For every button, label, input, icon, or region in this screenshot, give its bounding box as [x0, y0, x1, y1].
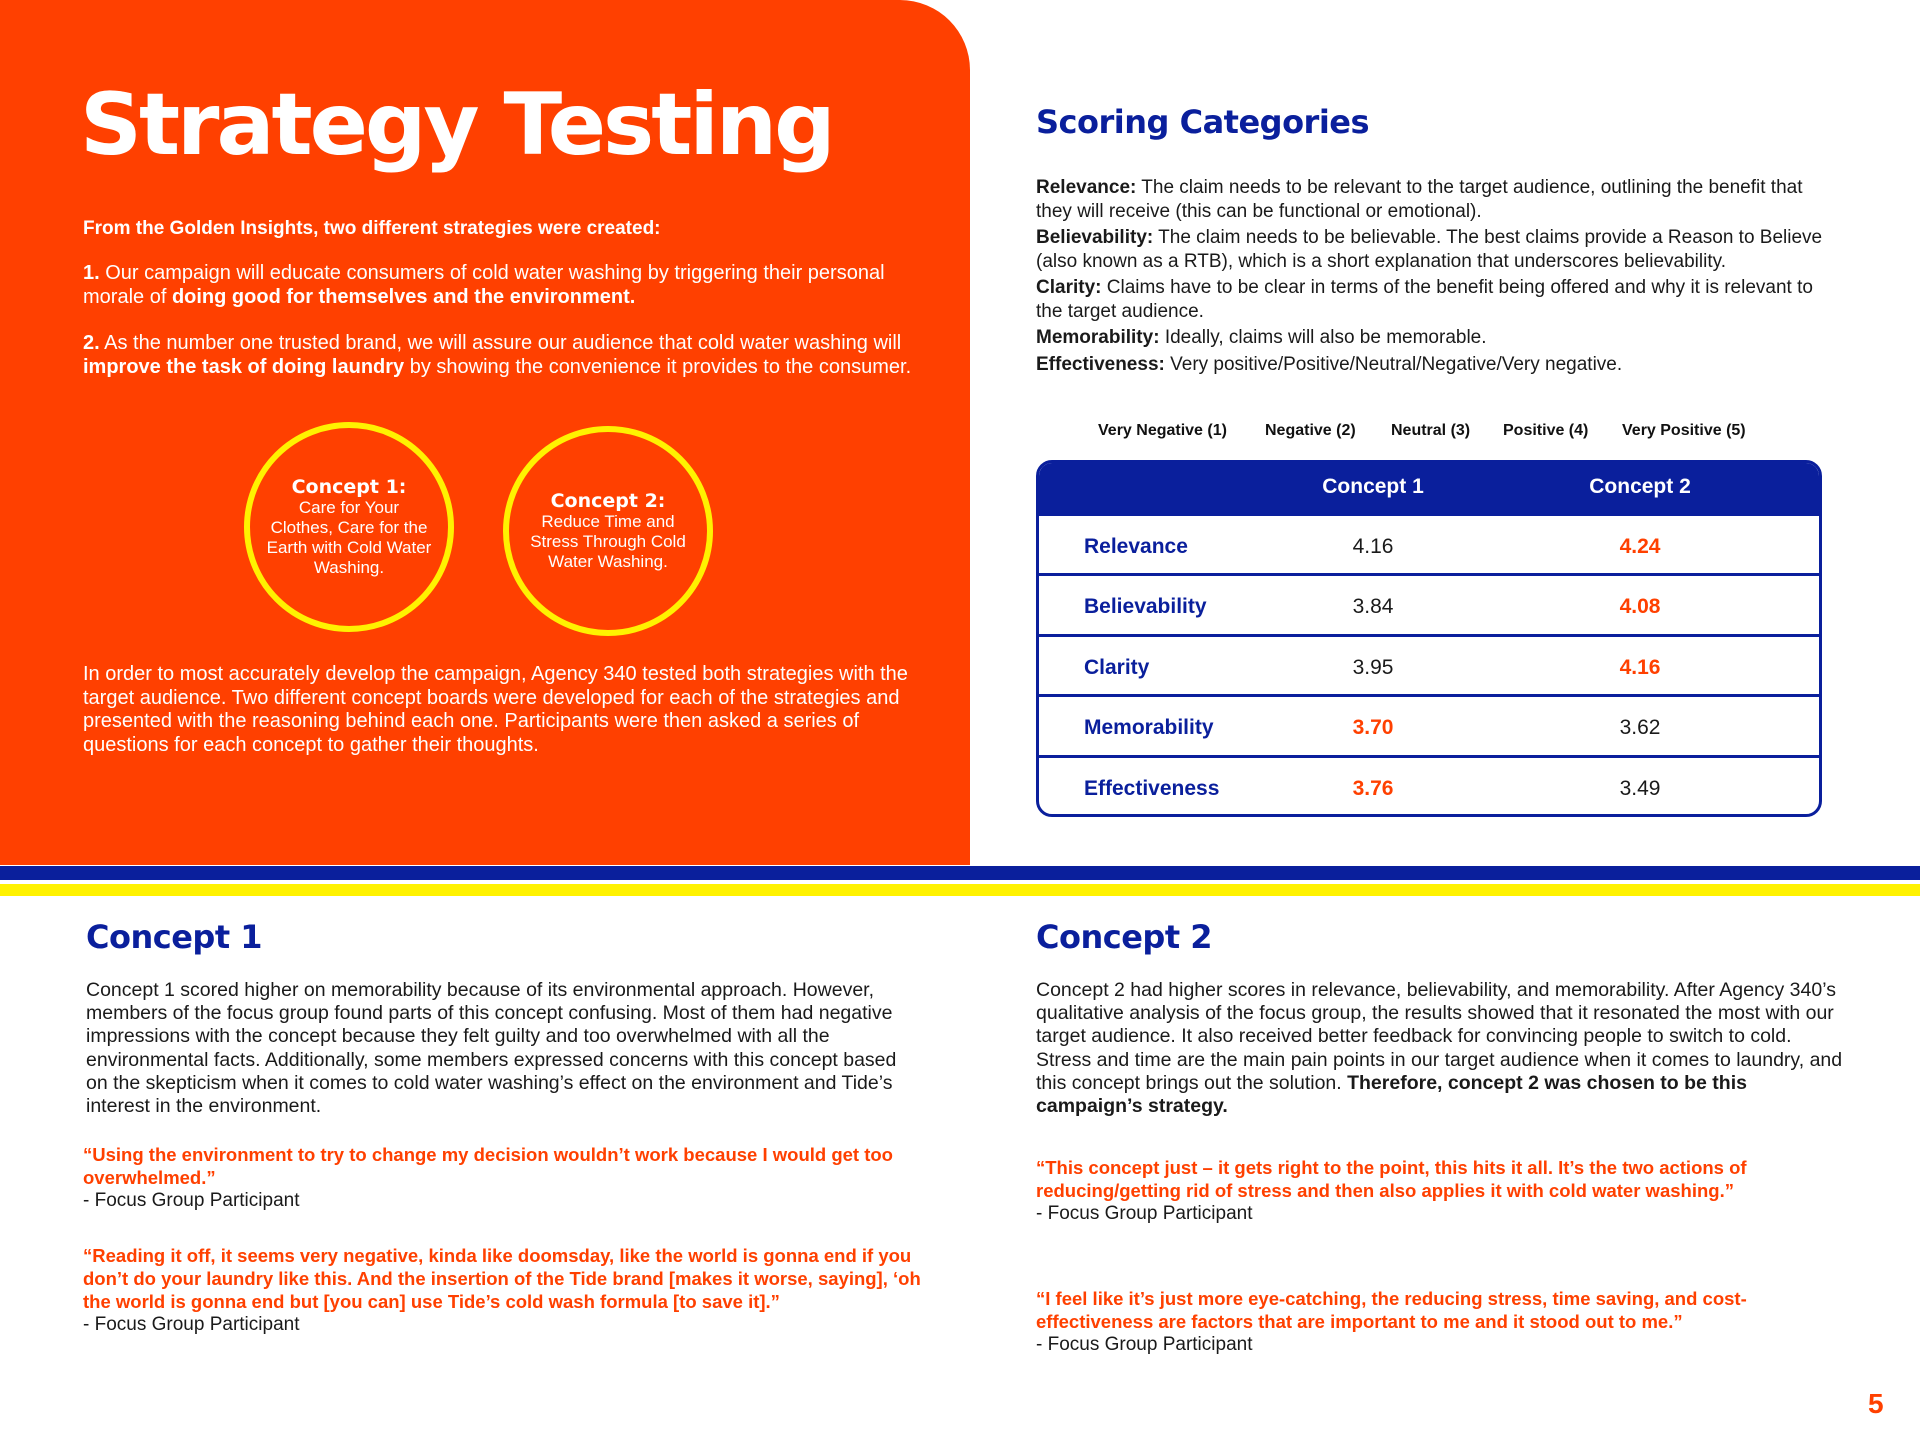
quote-text: “This concept just – it gets right to the point, this hits it all. It’s the two actions of reducing/getting rid of stress and then also applies it with cold water washing.”	[1036, 1157, 1747, 1201]
concept-2-score: 3.49	[1619, 776, 1661, 800]
concept-2-score: 4.24	[1619, 535, 1661, 558]
table-row	[1039, 694, 1819, 754]
scale-label: Positive (4)	[1503, 422, 1589, 439]
concept-2-circle-title: Concept 2:	[550, 490, 666, 512]
divider-stripe-yellow	[0, 884, 1920, 896]
row-label: Clarity	[1084, 655, 1150, 679]
quote-text: “Using the environment to try to change my decision wouldn’t work because I would get too overwhelmed.”	[83, 1144, 893, 1188]
concept-1-score: 3.84	[1352, 595, 1394, 619]
row-label: Effectiveness	[1084, 776, 1220, 800]
scale-label: Very Positive (5)	[1622, 422, 1746, 439]
concept-2-score: 3.62	[1619, 716, 1661, 740]
row-label: Memorability	[1084, 716, 1214, 740]
concept-2-quote	[1036, 1156, 1836, 1225]
concept-1-score: 4.16	[1352, 535, 1394, 558]
concept-1-score: 3.76	[1352, 776, 1394, 800]
definition-relevance: Relevance: The claim needs to be relevant to the target audience, outlining the benefit that they will receive (this can be functional or emotional).	[1036, 177, 1803, 222]
table-row	[1039, 634, 1819, 694]
concept-2-score: 4.08	[1619, 595, 1661, 619]
concept-2-circle-desc: Reduce Time and Stress Through Cold Water Washing.	[530, 512, 686, 571]
strategy-2-text: 2. As the number one trusted brand, we will assure our audience that cold water washing will improve the task of doing laundry by showing the convenience it provides to the consumer.	[83, 332, 912, 378]
quote-attribution: - Focus Group Participant	[83, 1190, 300, 1211]
concept-1-circle-title: Concept 1:	[291, 476, 407, 498]
concept-1-heading: Concept 1	[86, 918, 263, 956]
quote-attribution: - Focus Group Participant	[1036, 1203, 1253, 1224]
scoring-title: Scoring Categories	[1036, 103, 1370, 141]
concept-2-circle	[503, 426, 713, 636]
divider-stripe-blue	[0, 866, 1920, 880]
concept-1-score: 3.70	[1352, 716, 1394, 740]
concept-1-circle	[244, 422, 454, 632]
score-table	[1036, 460, 1822, 817]
intro-text: From the Golden Insights, two different strategies were created:	[83, 218, 661, 239]
concept-2-body: Concept 2 had higher scores in relevance, believability, and memorability. After Agency 340’s qualitative analysis of the focus group, the results showed that it resonated the most with our target audience. It also received better feedback for convincing people to switch to cold. Stress and time are the main pain points in our target audience when it comes to laundry, and this concept brings out the solution. Therefore, concept 2 was chosen to be this campaign’s strategy.	[1036, 979, 1843, 1118]
strategy-1-text: 1. Our campaign will educate consumers of cold water washing by triggering their personal morale of doing good for themselves and the environment.	[83, 262, 885, 308]
quote-text: “Reading it off, it seems very negative, kinda like doomsday, like the world is gonna end if you don’t do your laundry like this. And the insertion of the Tide brand [makes it worse, saying], ‘oh the world is gonna end but [you can] use Tide’s cold wash formula [to save it].”	[83, 1245, 921, 1312]
scale-label: Negative (2)	[1265, 422, 1356, 439]
definition-clarity: Clarity: Claims have to be clear in terms of the benefit being offered and why it is relevant to the target audience.	[1036, 277, 1813, 322]
concept-2-heading: Concept 2	[1036, 918, 1213, 956]
concept-1-quote	[83, 1244, 928, 1336]
concept-2-score: 4.16	[1619, 655, 1661, 679]
table-row	[1039, 513, 1819, 573]
table-row	[1039, 755, 1819, 815]
page-number: 5	[1868, 1388, 1884, 1419]
definition-effectiveness: Effectiveness: Very positive/Positive/Neutral/Negative/Very negative.	[1036, 353, 1623, 375]
column-header-concept-1: Concept 1	[1322, 475, 1424, 498]
row-label: Relevance	[1084, 535, 1188, 558]
concept-1-body: Concept 1 scored higher on memorability because of its environmental approach. However, members of the focus group found parts of this concept confusing. Most of them had negative impressions with the concept because they felt guilty and too overwhelmed with all the environmental facts. Additionally, some members expressed concerns with this concept based on the skepticism when it comes to cold water washing’s effect on the environment and Tide’s interest in the environment.	[86, 979, 897, 1118]
row-label: Believability	[1084, 595, 1207, 619]
scale-label: Very Negative (1)	[1098, 422, 1227, 439]
table-row	[1039, 573, 1819, 633]
table-header	[1039, 463, 1819, 513]
concept-1-score: 3.95	[1352, 655, 1394, 679]
testing-explanation: In order to most accurately develop the campaign, Agency 340 tested both strategies with the target audience. Two different concept boards were developed for each of the strategies and presented with the reasoning behind each one. Participants were then asked a series of questions for each concept to gather their thoughts.	[83, 663, 908, 756]
column-header-concept-2: Concept 2	[1589, 475, 1691, 498]
quote-attribution: - Focus Group Participant	[1036, 1334, 1253, 1355]
concept-2-quote	[1036, 1287, 1836, 1356]
definition-memorability: Memorability: Ideally, claims will also be memorable.	[1036, 327, 1487, 348]
concept-1-circle-desc: Care for Your Clothes, Care for the Earth with Cold Water Washing.	[266, 498, 432, 577]
quote-text: “I feel like it’s just more eye-catching, the reducing stress, time saving, and cost-effectiveness are factors that are important to me and it stood out to me.”	[1036, 1288, 1747, 1332]
concept-1-quote	[83, 1143, 928, 1212]
definition-believability: Believability: The claim needs to be believable. The best claims provide a Reason to Believe (also known as a RTB), which is a short explanation that underscores believability.	[1036, 227, 1823, 272]
quote-attribution: - Focus Group Participant	[83, 1314, 300, 1335]
scoring-definitions	[1036, 176, 1836, 379]
page-title: Strategy Testing	[80, 75, 833, 175]
scale-label: Neutral (3)	[1391, 422, 1471, 439]
